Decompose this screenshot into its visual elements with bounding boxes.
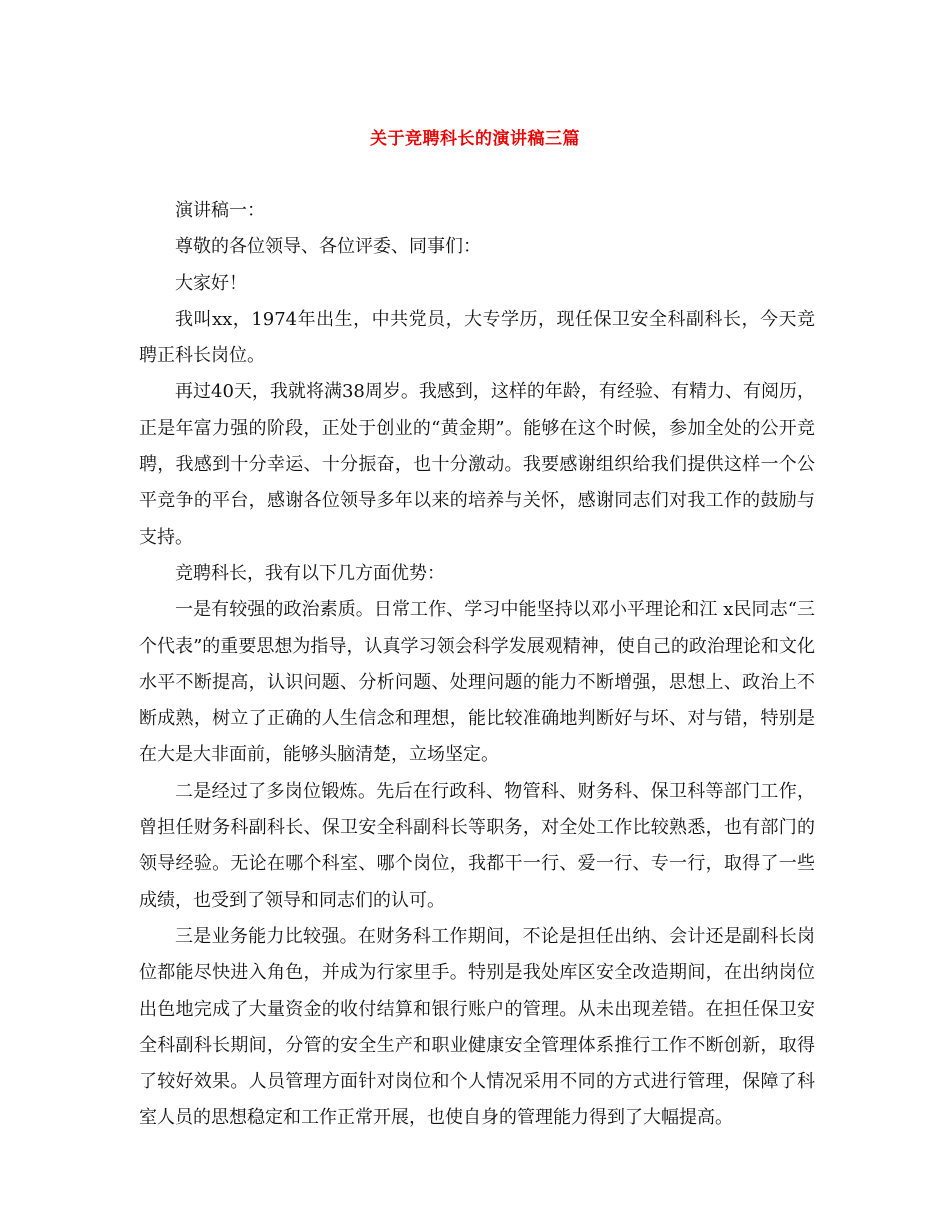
- paragraph-introduction: 我叫xx，1974年出生，中共党员，大专学历，现任保卫安全科副科长，今天竞聘正科长岗位。: [139, 308, 815, 367]
- paragraph-advantages-heading: 竞聘科长，我有以下几方面优势：: [175, 562, 445, 584]
- paragraph-salutation: 尊敬的各位领导、各位评委、同事们：: [175, 236, 481, 258]
- paragraph-advantage-experience: 二是经过了多岗位锻炼。先后在行政科、物管科、财务科、保卫科等部门工作，曾担任财务科副科长、保卫安全科副科长等职务，对全处工作比较熟悉，也有部门的领导经验。无论在哪个科室、哪个岗位，我都干一行、爱一行、专一行，取得了一些成绩，也受到了领导和同志们的认可。: [139, 780, 815, 911]
- paragraph-greeting: 大家好！: [175, 272, 247, 294]
- paragraph-age-gratitude: 再过40天，我就将满38周岁。我感到，这样的年龄，有经验、有精力、有阅历，正是年富力强的阶段，正处于创业的“黄金期”。能够在这个时候，参加全处的公开竞聘，我感到十分幸运、十分振奋，也十分激动。我要感谢组织给我们提供这样一个公平竞争的平台，感谢各位领导多年以来的培养与关怀，感谢同志们对我工作的鼓励与支持。: [139, 381, 815, 548]
- document-title: 关于竞聘科长的演讲稿三篇: [370, 129, 580, 149]
- paragraph-advantage-political: 一是有较强的政治素质。日常工作、学习中能坚持以邓小平理论和江 x民同志“三个代表”的重要思想为指导，认真学习领会科学发展观精神，使自己的政治理论和文化水平不断提高，认识问题、分析问题、处理问题的能力不断增强，思想上、政治上不断成熟，树立了正确的人生信念和理想，能比较准确地判断好与坏、对与错，特别是在大是大非面前，能够头脑清楚，立场坚定。: [139, 599, 815, 766]
- document-body: [139, 193, 815, 1137]
- paragraph-advantage-ability: 三是业务能力比较强。在财务科工作期间，不论是担任出纳、会计还是副科长岗位都能尽快进入角色，并成为行家里手。特别是我处库区安全改造期间，在出纳岗位出色地完成了大量资金的收付结算和银行账户的管理。从未出现差错。在担任保卫安全科副科长期间，分管的安全生产和职业健康安全管理体系推行工作不断创新，取得了较好效果。人员管理方面针对岗位和个人情况采用不同的方式进行管理，保障了科室人员的思想稳定和工作正常开展，也使自身的管理能力得到了大幅提高。: [139, 925, 815, 1129]
- paragraph-speech-label: 演讲稿一：: [175, 200, 265, 221]
